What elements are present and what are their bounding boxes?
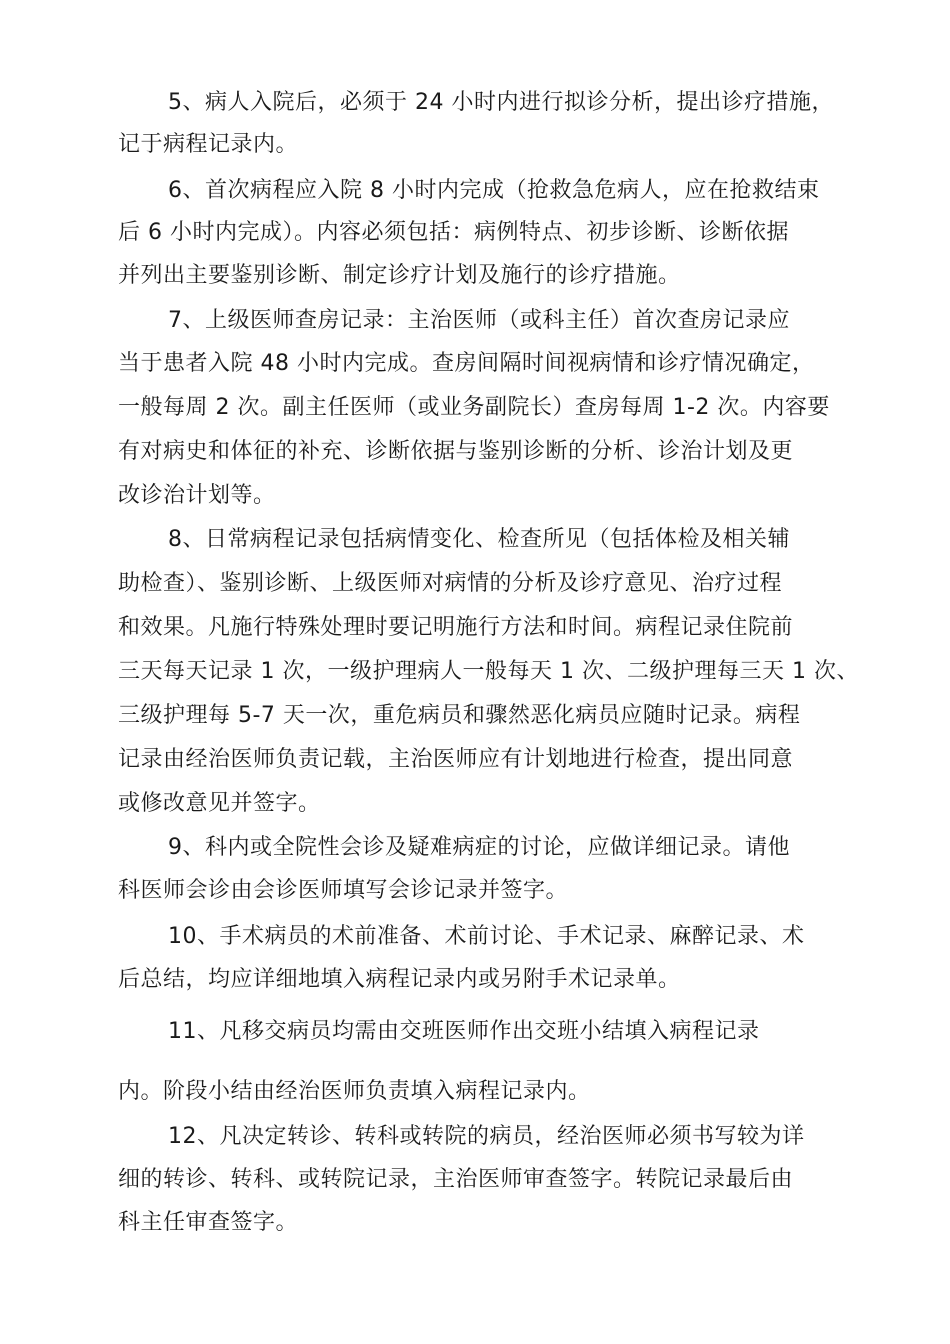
- item-6-line-2: 后 6 小时内完成）。内容必须包括：病例特点、初步诊断、诊断依据: [118, 220, 789, 245]
- item-6-line-1: 6、首次病程应入院 8 小时内完成（抢救急危病人，应在抢救结束: [168, 178, 820, 203]
- item-12-line-1: 12、凡决定转诊、转科或转院的病员，经治医师必须书写较为详: [168, 1124, 805, 1149]
- item-11-line-1: 11、凡移交病员均需由交班医师作出交班小结填入病程记录: [168, 1019, 760, 1044]
- item-8-line-4: 三天每天记录 1 次，一级护理病人一般每天 1 次、二级护理每三天 1 次、: [118, 659, 859, 684]
- item-5-line-1: 5、病人入院后，必须于 24 小时内进行拟诊分析，提出诊疗措施，: [168, 90, 834, 115]
- item-8-line-5: 三级护理每 5-7 天一次，重危病员和骤然恶化病员应随时记录。病程: [118, 703, 801, 728]
- item-10-line-2: 后总结，均应详细地填入病程记录内或另附手术记录单。: [118, 967, 681, 992]
- item-7-line-4: 有对病史和体征的补充、诊断依据与鉴别诊断的分析、诊治计划及更: [118, 439, 794, 464]
- item-6-line-3: 并列出主要鉴别诊断、制定诊疗计划及施行的诊疗措施。: [118, 263, 681, 288]
- item-7-line-1: 7、上级医师查房记录：主治医师（或科主任）首次查房记录应: [168, 308, 790, 333]
- item-9-line-2: 科医师会诊由会诊医师填写会诊记录并签字。: [118, 878, 569, 903]
- item-7-line-3: 一般每周 2 次。副主任医师（或业务副院长）查房每周 1-2 次。内容要: [118, 395, 830, 420]
- item-9-line-1: 9、科内或全院性会诊及疑难病症的讨论，应做详细记录。请他: [168, 835, 790, 860]
- item-8-line-2: 助检查）、鉴别诊断、上级医师对病情的分析及诊疗意见、治疗过程: [118, 571, 783, 596]
- item-8-line-1: 8、日常病程记录包括病情变化、检查所见（包括体检及相关辅: [168, 527, 790, 552]
- item-11-line-2: 内。阶段小结由经治医师负责填入病程记录内。: [118, 1079, 591, 1104]
- item-12-line-3: 科主任审查签字。: [118, 1210, 299, 1235]
- item-12-line-2: 细的转诊、转科、或转院记录，主治医师审查签字。转院记录最后由: [118, 1167, 794, 1192]
- item-8-line-7: 或修改意见并签字。: [118, 791, 321, 816]
- item-8-line-3: 和效果。凡施行特殊处理时要记明施行方法和时间。病程记录住院前: [118, 615, 794, 640]
- item-5-line-2: 记于病程记录内。: [118, 132, 299, 157]
- item-7-line-5: 改诊治计划等。: [118, 483, 276, 508]
- item-8-line-6: 记录由经治医师负责记载，主治医师应有计划地进行检查，提出同意: [118, 747, 794, 772]
- item-10-line-1: 10、手术病员的术前准备、术前讨论、手术记录、麻醉记录、术: [168, 924, 805, 949]
- item-7-line-2: 当于患者入院 48 小时内完成。查房间隔时间视病情和诊疗情况确定，: [118, 351, 815, 376]
